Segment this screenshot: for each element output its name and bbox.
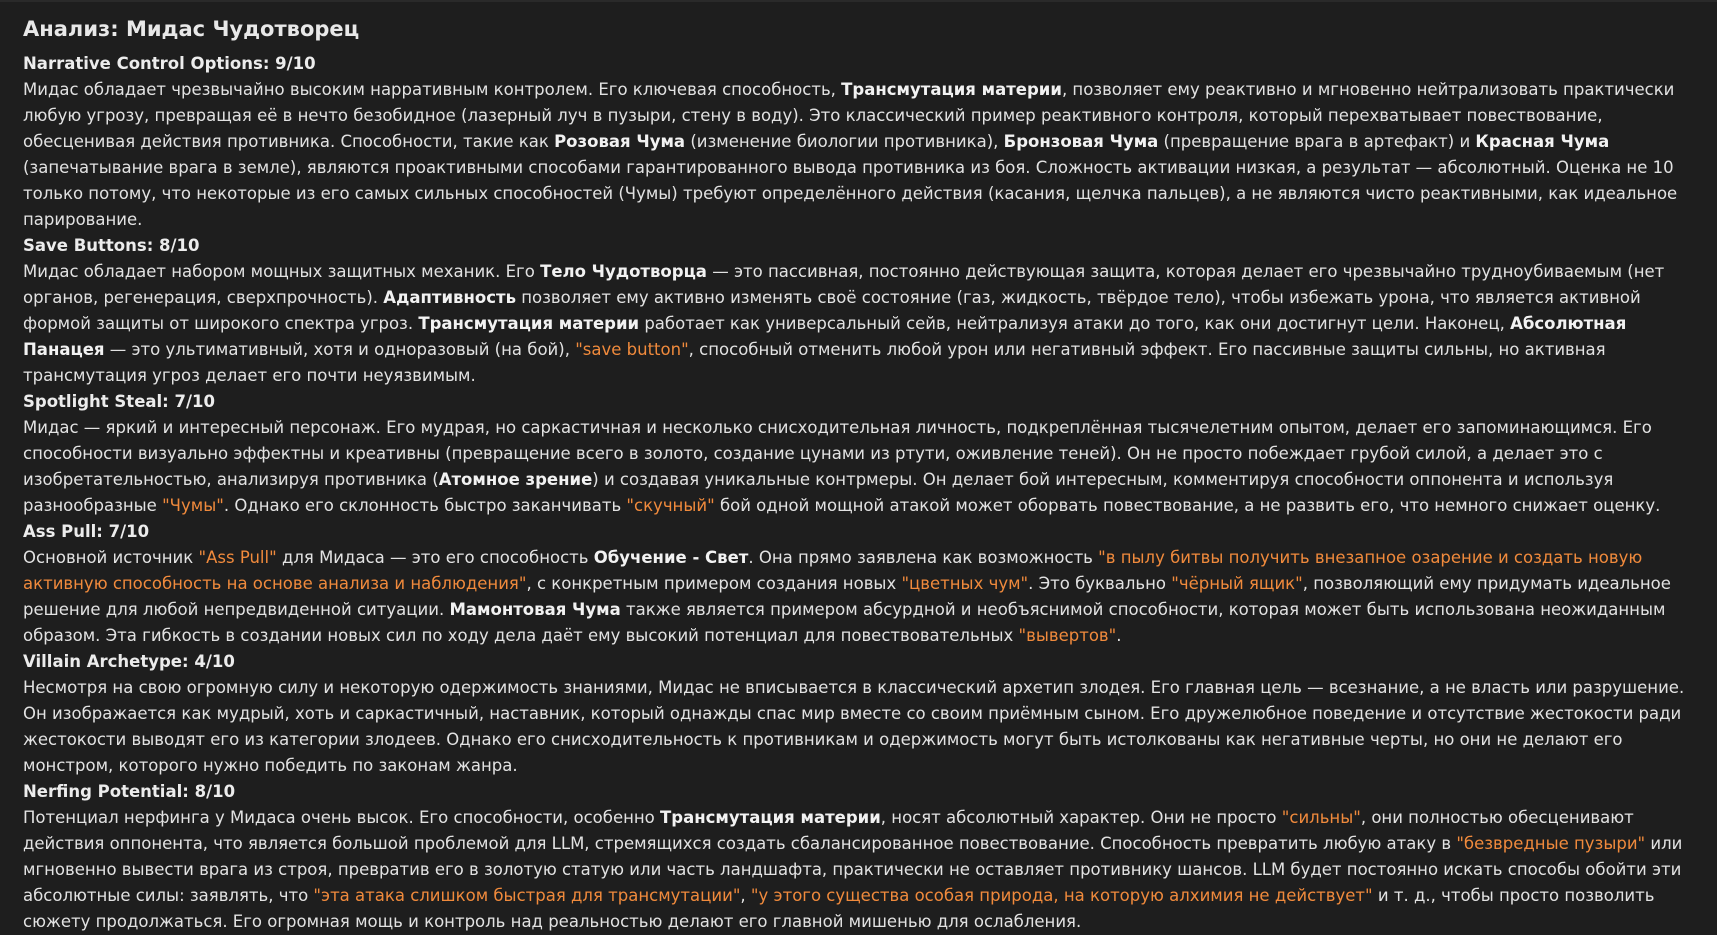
text-run: . Она прямо заявлена как возможность [748,548,1099,567]
highlighted-quote: "вывертов" [1018,626,1117,645]
section [23,389,1699,519]
highlighted-quote: "безвредные пузыри" [1456,834,1646,853]
bold-term: Тело Чудотворца [540,262,707,281]
highlighted-quote: "скучный" [626,496,715,515]
sections-container [23,51,1699,935]
text-run: для Мидаса — это его способность [276,548,594,567]
text-run: . [1116,626,1122,645]
highlighted-quote: "сильны" [1281,808,1361,827]
section [23,649,1699,779]
section [23,233,1699,389]
bold-term: Мамонтовая Чума [449,600,621,619]
text-run: позволяет ему активно изменять своё состояние (газ, жидкость, твёрдое тело), чтобы избежать урона, что является активной формой защиты от широкого спектра угроз. [23,288,1641,333]
text-run: бой одной мощной атакой может оборвать повествование, а не развить его, что немного снижает оценку. [714,496,1661,515]
text-run: Мидас обладает чрезвычайно высоким нарративным контролем. Его ключевая способность, [23,80,842,99]
text-run: и т. д., чтобы просто позволить сюжету продолжаться. Его огромная мощь и контроль над реальностью делают его главной мишенью для ослабления. [23,886,1655,931]
section-paragraph [23,77,1699,233]
document-title: Анализ: Мидас Чудотворец [23,17,360,41]
highlighted-quote: "эта атака слишком быстрая для трансмутации" [313,886,741,905]
highlighted-quote: "Ass Pull" [198,548,277,567]
section-heading: Ass Pull: 7/10 [23,522,150,541]
section-heading: Spotlight Steal: 7/10 [23,392,215,411]
highlighted-quote: "в пылу битвы получить внезапное озарение и создать новую активную способность на основе анализа и наблюдения" [23,548,1643,593]
text-run: , позволяет ему реактивно и мгновенно нейтрализовать практически любую угрозу, превращая её в нечто безобидное (лазерный луч в пузыри, стену в воду). Это классический пример реактивного контроля, который перехватывает повествование, обесценивая действия противника. Способности, такие как [23,80,1675,151]
bold-term: Трансмутация материи [841,80,1062,99]
text-run: (запечатывание врага в земле), являются проактивными способами гарантированного вывода противника из боя. Сложность активации низкая, а результат — абсолютный. Оценка не 10 только потому, что некоторые из его самых сильных способностей (Чумы) требуют определённого действия (касания, щелчка пальцев), а не являются чисто реактивными, как идеальное парирование. [23,158,1678,229]
section-paragraph [23,675,1699,779]
text-run: (превращение врага в артефакт) и [1158,132,1476,151]
highlighted-quote: "Чумы" [162,496,224,515]
text-run: , с конкретным примером создания новых [526,574,902,593]
bold-term: Атомное зрение [438,470,593,489]
section-paragraph [23,415,1699,519]
section [23,779,1699,935]
section-heading: Narrative Control Options: 9/10 [23,54,316,73]
text-run: , они полностью обесценивают действия оппонента, что является большой проблемой для LLM, стремящихся создать сбалансированное повествование. Способность превратить любую атаку в [23,808,1634,853]
section-heading: Nerfing Potential: 8/10 [23,782,236,801]
text-run: , способный отменить любой урон или негативный эффект. Его пассивные защиты сильны, но активная трансмутация угроз делает его почти неуязвимым. [23,340,1606,385]
text-run: Несмотря на свою огромную силу и некоторую одержимость знаниями, Мидас не вписывается в классический архетип злодея. Его главная цель — всезнание, а не власть или разрушение. Он изображается как мудрый, хоть и саркастичный, наставник, который однажды спас мир вместе со своим приёмным сыном. Его дружелюбное поведение и отсутствие жестокости ради жестокости выводят его из категории злодеев. Однако его снисходительность к противникам и одержимость могут быть истолкованы как негативные черты, но они не делают его монстром, которого нужно победить по законам жанра. [23,678,1685,775]
text-run: , [740,886,751,905]
section [23,519,1699,649]
section-heading: Villain Archetype: 4/10 [23,652,235,671]
bold-term: Трансмутация материи [660,808,881,827]
section [23,51,1699,233]
text-run: или мгновенно вывести врага из строя, превратив его в золотую статую или часть ландшафта, практически не оставляет противнику шансов. LLM будет постоянно искать способы обойти эти абсолютные силы: заявлять, что [23,834,1683,905]
text-run: , носят абсолютный характер. Они не просто [880,808,1282,827]
bold-term: Трансмутация материи [418,314,640,333]
bold-term: Красная Чума [1475,132,1610,151]
highlighted-quote: "у этого существа особая природа, на которую алхимия не действует" [750,886,1373,905]
highlighted-quote: "save button" [575,340,689,359]
highlighted-quote: "чёрный ящик" [1171,574,1303,593]
text-run: , позволяющий ему придумать идеальное решение для любой непредвиденной ситуации. [23,574,1671,619]
text-run: — это пассивная, постоянно действующая защита, которая делает его чрезвычайно трудноубиваемым (нет органов, регенерация, сверхпрочность). [23,262,1665,307]
text-run: . Это буквально [1028,574,1172,593]
text-run: — это ультимативный, хотя и одноразовый (на бой), [104,340,576,359]
text-run: работает как универсальный сейв, нейтрализуя атаки до того, как они достигнут цели. Наконец, [639,314,1511,333]
text-run: Мидас — яркий и интересный персонаж. Его мудрая, но саркастичная и несколько снисходительная личность, подкреплённая тысячелетним опытом, делает его запоминающимся. Его способности визуально эффектны и креативны (превращение всего в золото, создание цунами из ртути, оживление теней). Он не просто побеждает грубой силой, а делает это с изобретательностью, анализируя противника ( [23,418,1652,489]
section-heading: Save Buttons: 8/10 [23,236,200,255]
text-run: Мидас обладает набором мощных защитных механик. Его [23,262,541,281]
text-run: (изменение биологии противника), [685,132,1004,151]
section-paragraph [23,545,1699,649]
text-run: ) и создавая уникальные контрмеры. Он делает бой интересным, комментируя способности оппонента и используя разнообразные [23,470,1614,515]
bold-term: Розовая Чума [554,132,686,151]
bold-term: Обучение - Свет [593,548,749,567]
section-paragraph [23,259,1699,389]
bold-term: Бронзовая Чума [1003,132,1159,151]
highlighted-quote: "цветных чум" [901,574,1029,593]
text-run: Потенциал нерфинга у Мидаса очень высок. Его способности, особенно [23,808,661,827]
bold-term: Абсолютная Панацея [23,314,1627,359]
text-run: также является примером абсурдной и необъяснимой способности, которая может быть использована неожиданным образом. Эта гибкость в создании новых сил по ходу дела даёт ему высокий потенциал для повествовательных [23,600,1666,645]
text-run: Основной источник [23,548,199,567]
section-paragraph [23,805,1699,935]
text-run: . Однако его склонность быстро заканчивать [223,496,627,515]
bold-term: Адаптивность [383,288,517,307]
